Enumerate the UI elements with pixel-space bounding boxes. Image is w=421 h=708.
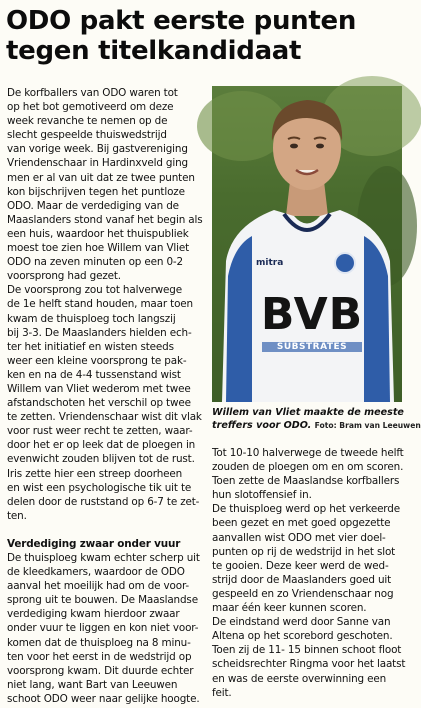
photo-credit: Foto: Bram van Leeuwen — [314, 421, 421, 430]
body-line: de 1e helft stand houden, maar toen — [7, 298, 193, 311]
body-line: Tot 10-10 halverwege de tweede helft — [212, 447, 404, 459]
body-line: niet lang, want Bart van Leeuwen — [7, 678, 178, 691]
headline-line: tegen titelkandidaat — [6, 36, 302, 66]
body-line: ter het initiatief en wisten steeds — [7, 340, 174, 353]
body-line: feit. — [212, 686, 232, 699]
body-line: van vorige week. Bij gastvereniging — [7, 143, 188, 156]
body-line: ODO na zeven minuten op een 0-2 — [7, 256, 183, 269]
headline — [6, 6, 404, 66]
club-badge-icon — [334, 252, 356, 274]
body-line: been gezet en met goed opgezette — [212, 517, 391, 530]
caption-text: treffers voor ODO. — [212, 420, 312, 431]
headline-line: ODO pakt eerste punten — [6, 6, 357, 36]
body-line: gespeeld en zo Vriendenschaar nog — [212, 587, 394, 600]
body-line: zouden de ploegen om en om scoren. — [212, 461, 404, 474]
shirt-brand: mitra — [256, 258, 284, 268]
body-line: verdediging kwam hierdoor zwaar — [7, 608, 180, 621]
body-line: aanvallen wist ODO met vier doel- — [212, 531, 386, 544]
body-line: week revanche te nemen op de — [7, 115, 168, 128]
body-line: De thuisploeg werd op het verkeerde — [212, 503, 400, 516]
body-line: afstandschoten het verschil op twee — [7, 397, 191, 410]
body-line: maar één keer kunnen scoren. — [212, 602, 367, 615]
body-line: moest toe zien hoe Willem van Vliet — [7, 242, 190, 255]
body-line: ODO. Maar de verdediging van de — [7, 199, 179, 212]
caption-text: Willem van Vliet maakte de meeste — [212, 407, 404, 418]
body-line: slecht gespeelde thuiswedstrijd — [7, 129, 167, 142]
body-line: scheidsrechter Ringma voor het laatst — [212, 658, 406, 671]
body-line: sprong uit te bouwen. De Maaslandse — [7, 594, 198, 607]
body-line: punten op rij de wedstrijd in het slot — [212, 545, 396, 558]
body-line: voorsprong had gezet. — [7, 270, 121, 283]
body-line: evenwicht zouden blijven tot de rust. — [7, 453, 195, 466]
body-line: ten. — [7, 509, 27, 522]
body-line: en was de eerste overwinning een — [212, 672, 387, 685]
body-line: Vriendenschaar in Hardinxveld ging — [7, 157, 188, 170]
body-line: de kleedkamers, waardoor de ODO — [7, 566, 185, 579]
body-line: De thuisploeg kwam echter scherp uit — [7, 552, 200, 564]
body-line: te gooien. Deze keer werd de wed- — [212, 559, 389, 572]
body-line: komen dat de thuisploeg na 8 minu- — [7, 636, 191, 649]
body-line: De korfballers van ODO waren tot — [7, 87, 178, 99]
subheading: Verdediging zwaar onder vuur — [7, 537, 181, 550]
body-line: en wist een psychologische tik uit te — [7, 481, 192, 494]
shirt-sponsor: BVB — [260, 289, 364, 340]
body-line: strijd door de Maaslanders goed uit — [212, 573, 392, 586]
body-line: Toen zij de 11- 15 binnen schoot floot — [212, 644, 402, 657]
body-line: door het er op leek dat de ploegen in — [7, 439, 196, 452]
photo-caption — [212, 406, 421, 432]
body-line: Altena op het scorebord geschoten. — [212, 630, 393, 643]
body-line: Maaslanders stond vanaf het begin als — [7, 213, 203, 226]
body-line: weer een kleine voorsprong te pak- — [7, 354, 187, 367]
body-line: men er al van uit dat ze twee punten — [7, 171, 195, 184]
body-column-left — [7, 86, 204, 706]
player-photo — [212, 86, 402, 402]
body-line: een huis, waardoor het thuispubliek — [7, 227, 189, 240]
body-line: te zetten. Vriendenschaar wist dit vlak — [7, 411, 202, 424]
body-line: voorsprong kwam. Dit duurde echter — [7, 664, 194, 677]
body-line: bij 3-3. De Maaslanders hielden ech- — [7, 326, 192, 339]
body-line: De voorsprong zou tot halverwege — [7, 284, 182, 297]
body-line: delen door de ruststand op 6-7 te zet- — [7, 495, 200, 508]
body-line: hun slotoffensief in. — [212, 489, 312, 502]
body-paragraphs — [7, 86, 204, 523]
photo-illustration — [212, 86, 402, 402]
body-line: De eindstand werd door Sanne van — [212, 616, 391, 629]
body-line: aanval het moeilijk had om de voor- — [7, 580, 190, 593]
body-line: kwam de thuisploeg toch langszij — [7, 312, 176, 325]
body-line: onder vuur te liggen en kon niet voor- — [7, 622, 199, 635]
body-paragraphs-2 — [7, 551, 204, 706]
body-line: op het bot gemotiveerd om deze — [7, 101, 174, 114]
body-line: ken en na de 4-4 tussenstand wist — [7, 368, 181, 381]
body-line: Willem van Vliet wederom met twee — [7, 382, 191, 395]
body-line: schoot ODO weer naar gelijke hoogte. — [7, 692, 200, 705]
body-line: Toen zette de Maaslandse korfballers — [212, 475, 400, 488]
body-line: ten voor het eerst in de wedstrijd op — [7, 650, 192, 663]
body-line: voor rust weer recht te zetten, waar- — [7, 425, 193, 438]
body-line: Iris zette hier een streep doorheen — [7, 467, 183, 480]
body-column-right — [212, 446, 406, 700]
shirt-sponsor-sub: SUBSTRATES — [262, 342, 362, 352]
body-line: kon bijschrijven tegen het puntloze — [7, 185, 185, 198]
